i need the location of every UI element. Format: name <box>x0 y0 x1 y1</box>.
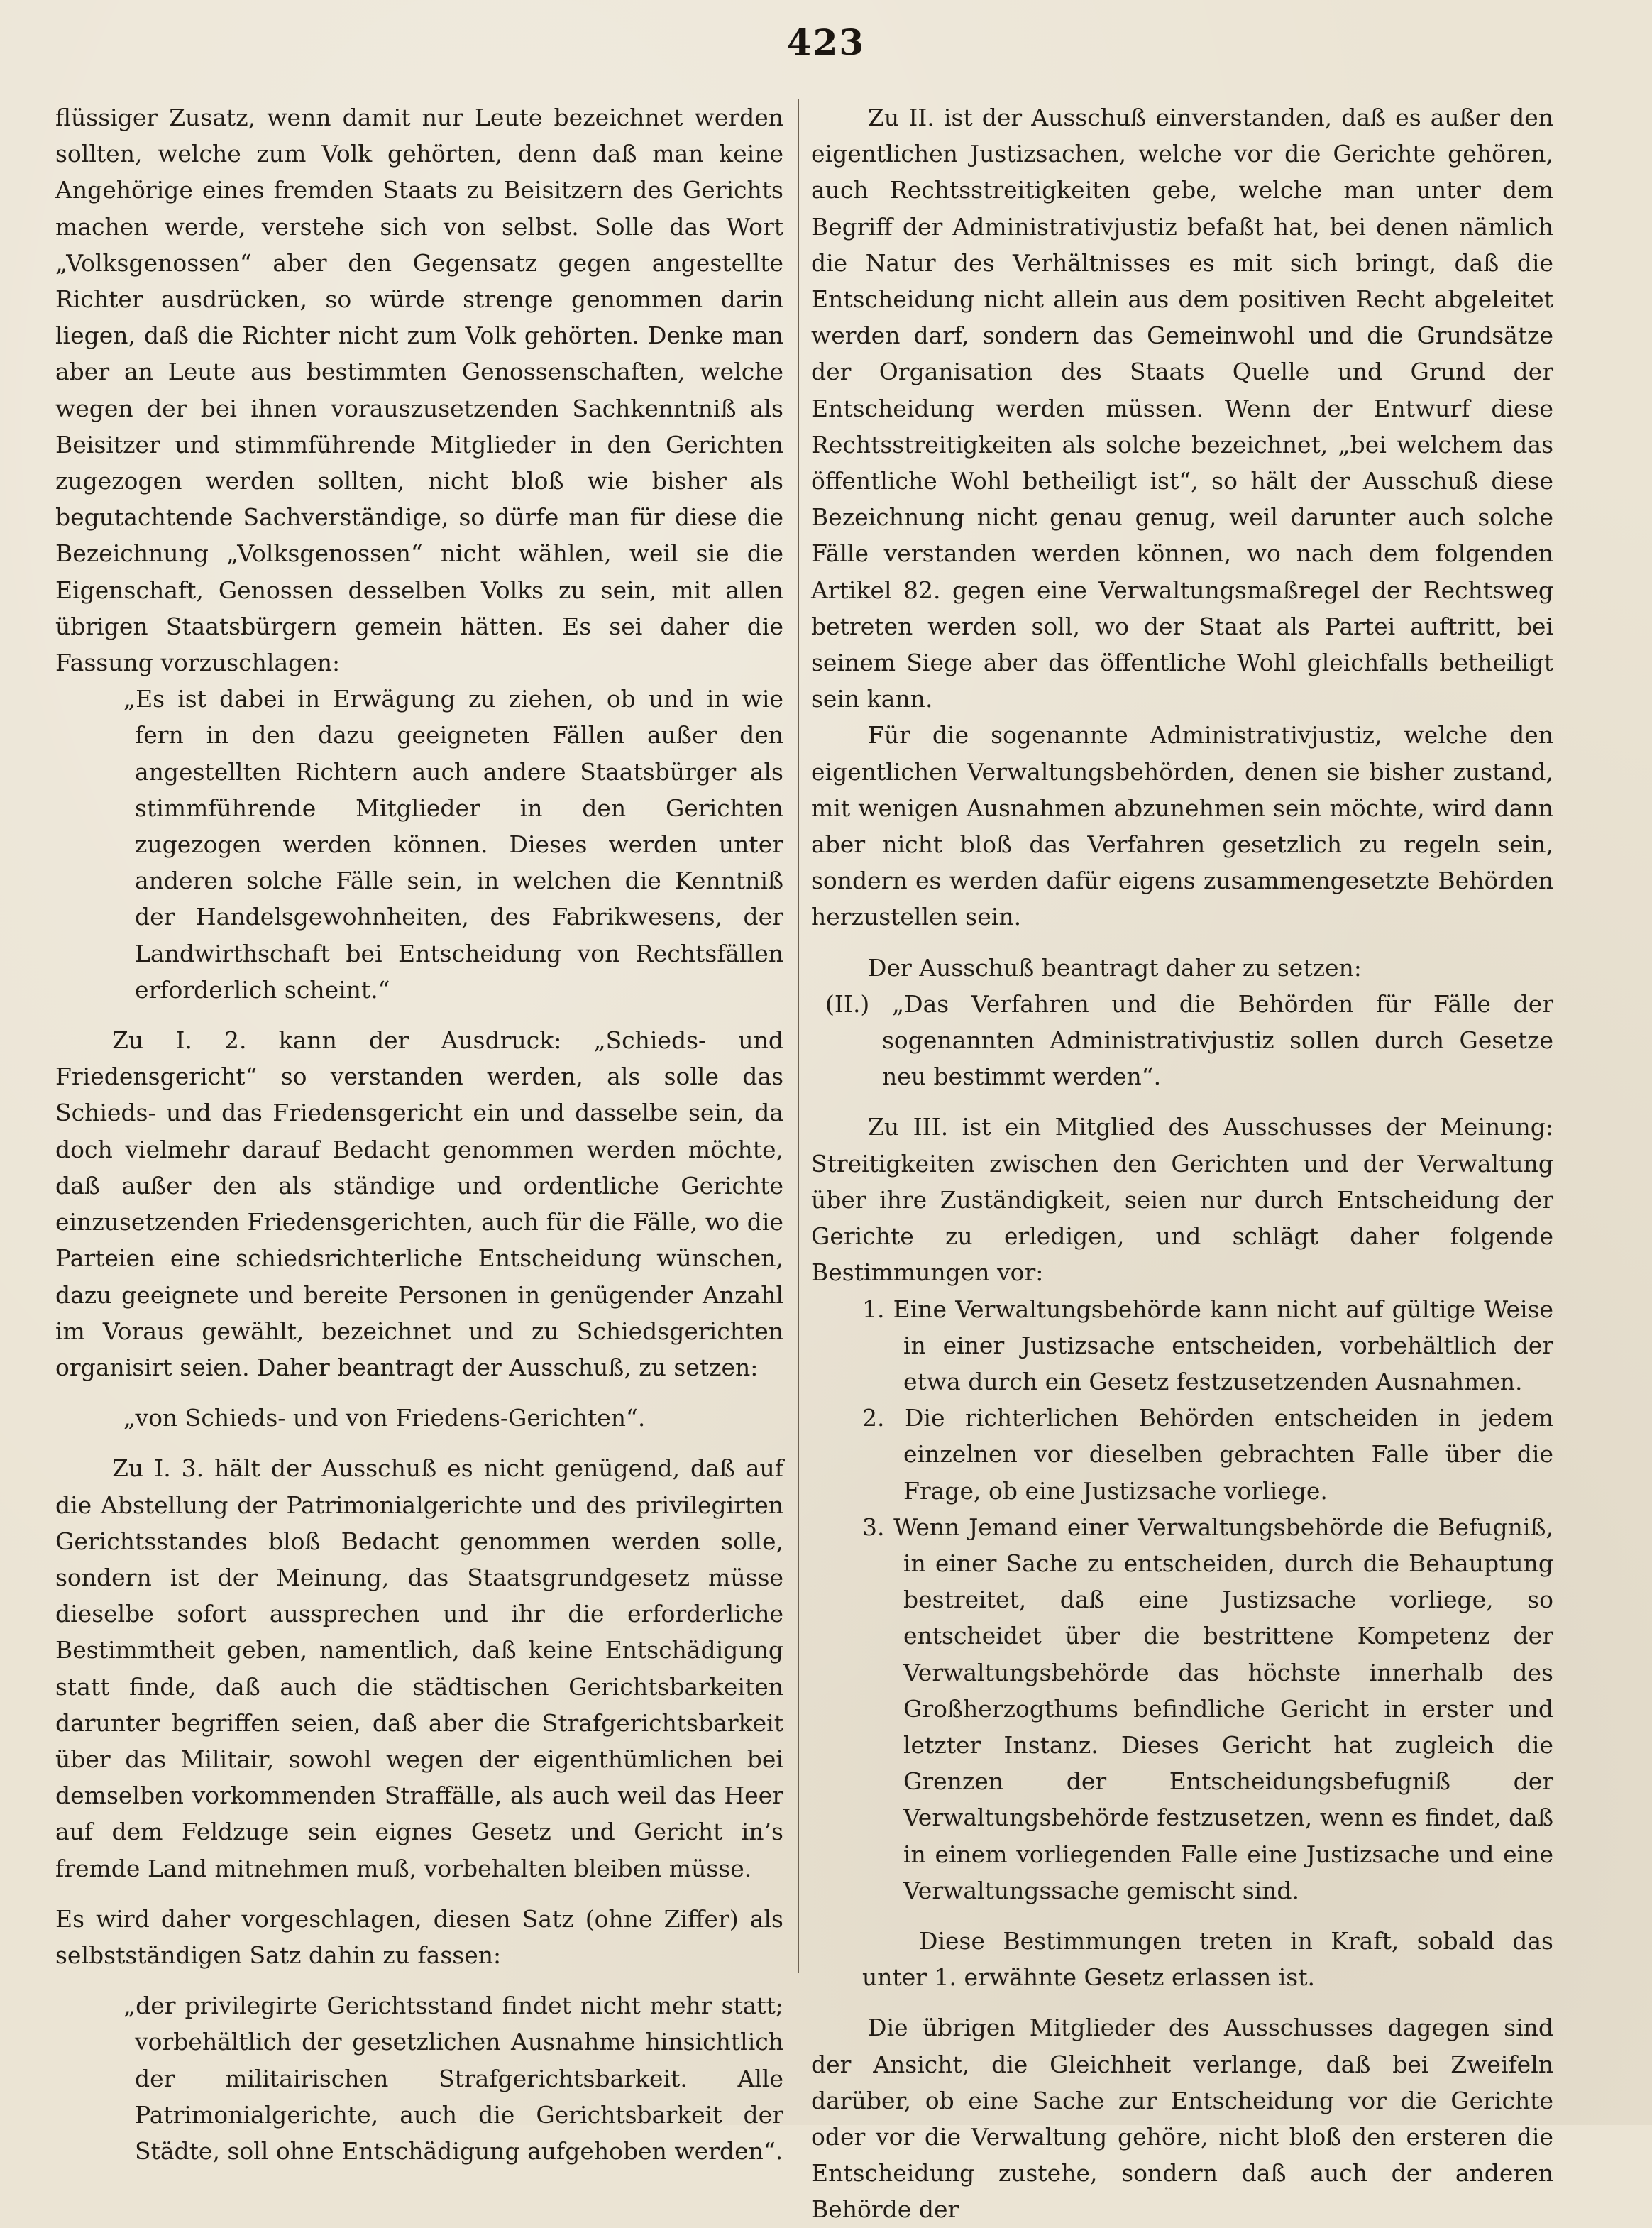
paragraph: Der Ausschuß beantragt daher zu setzen: <box>868 953 1362 982</box>
quoted-proposal: „von Schieds- und von Friedens-Gerichten“. <box>123 1404 646 1432</box>
numbered-proposal: 1. Eine Verwaltungsbehörde kann nicht auf gültige Weise in einer Justizsache entscheiden, vorbehältlich der etwa durch ein Gesetz festzusetzenden Ausnahmen. <box>862 1295 1553 1395</box>
paragraph: flüssiger Zusatz, wenn damit nur Leute bezeichnet werden sollten, welche zum Volk gehörten, denn daß man keine Angehörige eines fremden Staats zu Beisitzern des Gerichts machen werde, verstehe sich von selbst. Solle das Wort „Volksgenossen“ aber den Gegensatz gegen angestellte Richter ausdrücken, so würde strenge genommen darin liegen, daß die Richter nicht zum Volk gehörten. Denke man aber an Leute aus bestimmten Genossenschaften, welche wegen der bei ihnen vorauszusetzenden Sachkenntniß als Beisitzer und stimmführende Mitglieder in den Gerichten zugezogen werden sollten, nicht bloß wie bisher als begutachtende Sachverständige, so dürfe man für diese die Bezeichnung „Volksgenossen“ nicht wählen, weil sie die Eigenschaft, Genossen desselben Volks zu sein, mit allen übrigen Staatsbürgern gemein hätten. Es sei daher die Fassung vorzuschlagen: <box>55 104 783 677</box>
paragraph: Es wird daher vorgeschlagen, diesen Satz (ohne Ziffer) als selbstständigen Satz dahin zu fassen: <box>55 1904 783 1969</box>
paragraph: Diese Bestimmungen treten in Kraft, sobald das unter 1. erwähnte Gesetz erlassen ist. <box>862 1926 1553 1992</box>
paragraph: Zu II. ist der Ausschuß einverstanden, daß es außer den eigentlichen Justizsachen, welche vor die Gerichte gehören, auch Rechtsstreitigkeiten gebe, welche man unter dem Begriff der Administrativjustiz befaßt hat, bei denen nämlich die Natur des Verhältnisses es mit sich bringt, daß die Entscheidung nicht allein aus dem positiven Recht abgeleitet werden darf, sondern das Gemeinwohl und die Grundsätze der Organisation des Staats Quelle und Grund der Entscheidung werden müssen. Wenn der Entwurf diese Rechtsstreitigkeiten als solche bezeichnet, „bei welchem das öffentliche Wohl betheiligt ist“, so hält der Ausschuß diese Bezeichnung nicht genau genug, weil darunter auch solche Fälle verstanden werden können, wo nach dem folgenden Artikel 82. gegen eine Verwaltungsmaßregel der Rechtsweg betreten werden soll, wo der Staat als Partei auftritt, bei seinem Siege aber das öffentliche Wohl gleichfalls betheiligt sein kann. <box>811 104 1553 713</box>
numbered-proposal: (II.) „Das Verfahren und die Behörden für Fälle der sogenannten Administrativjustiz sollen durch Gesetze neu bestimmt werden“. <box>825 989 1553 1091</box>
left-column <box>55 99 783 2169</box>
page-number: 423 <box>786 21 866 63</box>
paragraph: Zu I. 3. hält der Ausschuß es nicht genügend, daß auf die Abstellung der Patrimonialgerichte und des privilegirten Gerichtsstandes bloß Bedacht genommen werden solle, sondern ist der Meinung, das Staatsgrundgesetz müsse dieselbe sofort aussprechen und ihr die erforderliche Bestimmtheit geben, namentlich, daß keine Entschädigung statt finde, daß auch die städtischen Gerichtsbarkeiten darunter begriffen seien, daß aber die Strafgerichtsbarkeit über das Militair, sowohl wegen der eigenthümlichen bei demselben vorkommenden Straffälle, als auch weil das Heer auf dem Feldzuge sein eignes Gesetz und Gericht in’s fremde Land mitnehmen muß, vorbehalten bleiben müsse. <box>55 1454 783 1882</box>
numbered-proposal: 3. Wenn Jemand einer Verwaltungsbehörde die Befugniß, in einer Sache zu entscheiden, durch die Behauptung bestreitet, daß eine Justizsache vorliege, so entscheidet über die bestrittene Kompetenz der Verwaltungsbehörde das höchste innerhalb des Großherzogthums befindliche Gericht in erster und letzter Instanz. Dieses Gericht hat zugleich die Grenzen der Entscheidungsbefugniß der Verwaltungsbehörde festzusetzen, wenn es findet, daß in einem vorliegenden Falle eine Justizsache und eine Verwaltungssache gemischt sind. <box>862 1513 1553 1904</box>
quoted-proposal: „der privilegirte Gerichtsstand findet nicht mehr statt; vorbehältlich der gesetzlichen Ausnahme hinsichtlich der militairischen Strafgerichtsbarkeit. Alle Patrimonialgerichte, auch die Gerichtsbarkeit der Städte, soll ohne Entschädigung aufgehoben werden“. <box>123 1992 783 2165</box>
quoted-proposal: „Es ist dabei in Erwägung zu ziehen, ob und in wie fern in den dazu geeigneten Fällen außer den angestellten Richtern auch andere Staatsbürger als stimmführende Mitglieder in den Gerichten zugezogen werden können. Dieses werden unter anderen solche Fälle sein, in welchen die Kenntniß der Handelsgewohnheiten, des Fabrikwesens, der Landwirthschaft bei Entscheidung von Rechtsfällen erforderlich scheint.“ <box>123 685 783 1004</box>
paragraph: Zu I. 2. kann der Ausdruck: „Schieds- und Friedensgericht“ so verstanden werden, als solle das Schieds- und das Friedensgericht ein und dasselbe sein, da doch vielmehr darauf Bedacht genommen werden möchte, daß außer den als ständige und ordentliche Gerichte einzusetzenden Friedensgerichten, auch für die Fälle, wo die Parteien eine schiedsrichterliche Entscheidung wünschen, dazu geeignete und bereite Personen in genügender Anzahl im Voraus gewählt, bezeichnet und zu Schiedsgerichten organisirt seien. Daher beantragt der Ausschuß, zu setzen: <box>55 1026 783 1381</box>
paragraph: Zu III. ist ein Mitglied des Ausschusses der Meinung: Streitigkeiten zwischen den Gerichten und der Verwaltung über ihre Zuständigkeit, seien nur durch Entscheidung der Gerichte zu erledigen, und schlägt daher folgende Bestimmungen vor: <box>811 1113 1553 1287</box>
right-column <box>811 99 1553 2228</box>
paragraph: Die übrigen Mitglieder des Ausschusses dagegen sind der Ansicht, die Gleichheit verlange, daß bei Zweifeln darüber, ob eine Sache zur Entscheidung vor die Gerichte oder vor die Verwaltung gehöre, nicht bloß den ersteren die Entscheidung zustehe, sondern daß auch der anderen Behörde der <box>811 2014 1553 2224</box>
column-divider <box>798 99 799 1973</box>
paragraph: Für die sogenannte Administrativjustiz, welche den eigentlichen Verwaltungsbehörden, denen sie bisher zustand, mit wenigen Ausnahmen abzunehmen sein möchte, wird dann aber nicht bloß das Verfahren gesetzlich zu regeln sein, sondern es werden dafür eigens zusammengesetzte Behörden herzustellen sein. <box>811 721 1553 931</box>
numbered-proposal: 2. Die richterlichen Behörden entscheiden in jedem einzelnen vor dieselben gebrachten Falle über die Frage, ob eine Justizsache vorliege. <box>862 1404 1553 1505</box>
